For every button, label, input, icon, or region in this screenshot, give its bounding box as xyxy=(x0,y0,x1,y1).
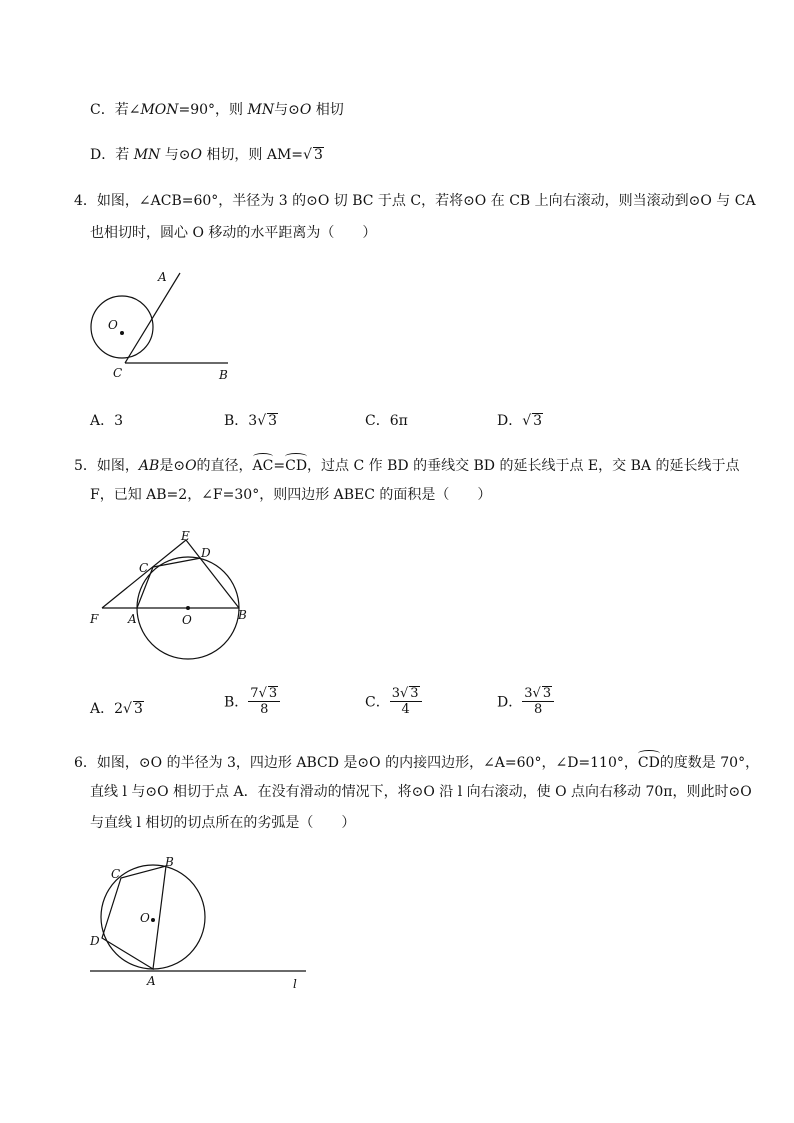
q4-center-dot xyxy=(120,331,124,335)
q6-figure xyxy=(82,848,317,998)
q4-label-c: C xyxy=(113,366,123,380)
q5-option-b-root: 3 xyxy=(268,686,278,701)
q4-label-o: O xyxy=(108,318,118,332)
q3-d-root: 3 xyxy=(313,147,323,163)
q3-c-with: 与⊙ xyxy=(274,102,300,118)
q3-d-label: D．若 xyxy=(90,147,130,163)
q3-d-am: AM= xyxy=(266,147,304,163)
q4-option-b-key: B． xyxy=(224,413,249,429)
q6-label-c: C xyxy=(111,867,121,881)
q5-option-d-den: 8 xyxy=(534,702,543,717)
q4-option-c xyxy=(365,410,408,430)
q5-option-b-frac: $\frac{7√ 3}{8}$ xyxy=(248,686,280,717)
q5-label-o: O xyxy=(182,613,192,627)
q3-c-mn: MN xyxy=(247,102,275,118)
q5-eq: = xyxy=(273,458,286,474)
q3-c-angle: ∠MON xyxy=(128,102,179,118)
q5-option-a-coef: 2 xyxy=(114,701,124,717)
q5-option-d-root: 3 xyxy=(542,686,552,701)
q5-line-eb xyxy=(186,540,239,608)
q3-c-tail: 相切 xyxy=(315,102,344,118)
q4-figure xyxy=(80,265,250,385)
q4-ray-ca xyxy=(125,273,180,363)
q4-label-a: A xyxy=(158,270,167,284)
q5-option-d xyxy=(497,686,554,717)
q5-option-c-frac: $\frac{3√ 3}{4}$ xyxy=(390,686,422,717)
q5-diam: 的直径， xyxy=(196,458,253,474)
q5-option-c-key: C． xyxy=(365,694,390,711)
q3-option-d: D．若 MN 与⊙O 相切，则 AM=√ 3 xyxy=(90,147,323,163)
q5-ab: AB xyxy=(138,458,160,474)
q6-post: 的度数是 70°， xyxy=(659,755,760,771)
q3-c-o: O xyxy=(299,102,312,118)
q5-option-b xyxy=(224,686,280,717)
q5-pre: 5．如图， xyxy=(74,458,139,474)
q6-stem-line1 xyxy=(74,750,759,773)
q5-rest1: ，过点 C 作 BD 的垂线交 BD 的延长线于点 E，交 BA 的延长线于点 xyxy=(307,458,740,474)
q6-center-dot xyxy=(151,918,155,922)
q5-arc-cd: CD xyxy=(285,453,307,476)
q4-option-c-value: 6π xyxy=(389,413,408,429)
q5-figure xyxy=(85,525,260,665)
q5-label-f: F xyxy=(90,612,99,626)
q5-label-b: B xyxy=(238,608,247,622)
q3-d-with: 与⊙ xyxy=(164,147,191,163)
q4-stem-line2: 也相切时，圆心 O 移动的水平距离为（ ） xyxy=(90,225,377,241)
q5-o: O xyxy=(185,458,197,474)
q5-option-d-key: D． xyxy=(497,694,523,711)
q4-option-b-coef: 3 xyxy=(248,413,258,429)
q5-option-a: A．2√ 3 xyxy=(90,701,143,717)
q3-c-eq: =90°，则 xyxy=(178,102,244,118)
q5-center-dot xyxy=(186,606,190,610)
q4-option-a-value: 3 xyxy=(114,413,124,429)
q3-d-mn: MN xyxy=(133,147,161,163)
q4-option-a xyxy=(90,410,123,430)
q4-stem-line1: 4．如图，∠ACB=60°，半径为 3 的⊙O 切 BC 于点 C，若将⊙O 在 CB 上向右滚动，则当滚动到⊙O 与 CA xyxy=(74,193,756,209)
q5-option-a-key: A． xyxy=(90,701,115,717)
q4-circle-o xyxy=(91,296,153,358)
q5-stem-line1 xyxy=(74,453,739,476)
q5-option-c-den: 4 xyxy=(401,702,410,717)
q4-label-b: B xyxy=(219,368,228,382)
q5-line-cd xyxy=(153,558,201,567)
q5-option-d-num: 3 xyxy=(524,686,533,701)
q5-label-e: E xyxy=(181,529,190,543)
q6-stem-line2: 直线 l 与⊙O 相切于点 A．在没有滑动的情况下，将⊙O 沿 l 向右滚动，使 O 点向右移动 70π，则此时⊙O xyxy=(90,784,752,800)
q5-arc-ac: AC xyxy=(253,453,274,476)
q5-label-c: C xyxy=(139,561,149,575)
q5-option-c-num: 3 xyxy=(391,686,400,701)
q5-label-a: A xyxy=(128,612,137,626)
q5-option-b-den: 8 xyxy=(260,702,269,717)
q5-option-a-root: 3 xyxy=(133,701,143,717)
q6-label-l: l xyxy=(293,977,297,991)
q4-option-b: B．3√ 3 xyxy=(224,413,278,429)
q3-d-mid: 相切，则 xyxy=(206,147,263,163)
q6-label-a: A xyxy=(147,974,156,988)
q6-label-d: D xyxy=(90,934,100,948)
q3-option-c xyxy=(90,100,344,120)
q4-option-d: D．√ 3 xyxy=(497,413,543,429)
q5-label-d: D xyxy=(201,546,211,560)
q5-option-d-frac: $\frac{3√ 3}{8}$ xyxy=(522,686,554,717)
q5-option-b-key: B． xyxy=(224,694,249,711)
q5-option-c-root: 3 xyxy=(410,686,419,701)
q5-option-b-num: 7 xyxy=(250,686,259,701)
q4-option-d-root: 3 xyxy=(533,413,543,429)
q6-pre: 6．如图，⊙O 的半径为 3，四边形 ABCD 是⊙O 的内接四边形，∠A=60°，∠D=110°， xyxy=(74,755,638,771)
q6-arc-cd: CD xyxy=(638,750,660,773)
q3-c-label: C．若 xyxy=(90,102,129,118)
q5-option-c xyxy=(365,686,422,717)
q4-option-a-key: A． xyxy=(90,413,115,429)
q6-label-o: O xyxy=(140,911,150,925)
q4-option-d-key: D． xyxy=(497,413,523,429)
q5-stem-line2: F，已知 AB=2，∠F=30°，则四边形 ABEC 的面积是（ ） xyxy=(90,487,492,503)
q6-quad-abcd xyxy=(102,866,166,969)
q6-label-b: B xyxy=(165,855,174,869)
q6-stem-line3: 与直线 l 相切的切点所在的劣弧是（ ） xyxy=(90,815,356,831)
q4-option-b-root: 3 xyxy=(268,413,278,429)
q4-option-c-key: C． xyxy=(365,413,390,429)
q5-is-diam: 是⊙ xyxy=(159,458,186,474)
q3-d-o: O xyxy=(190,147,202,163)
